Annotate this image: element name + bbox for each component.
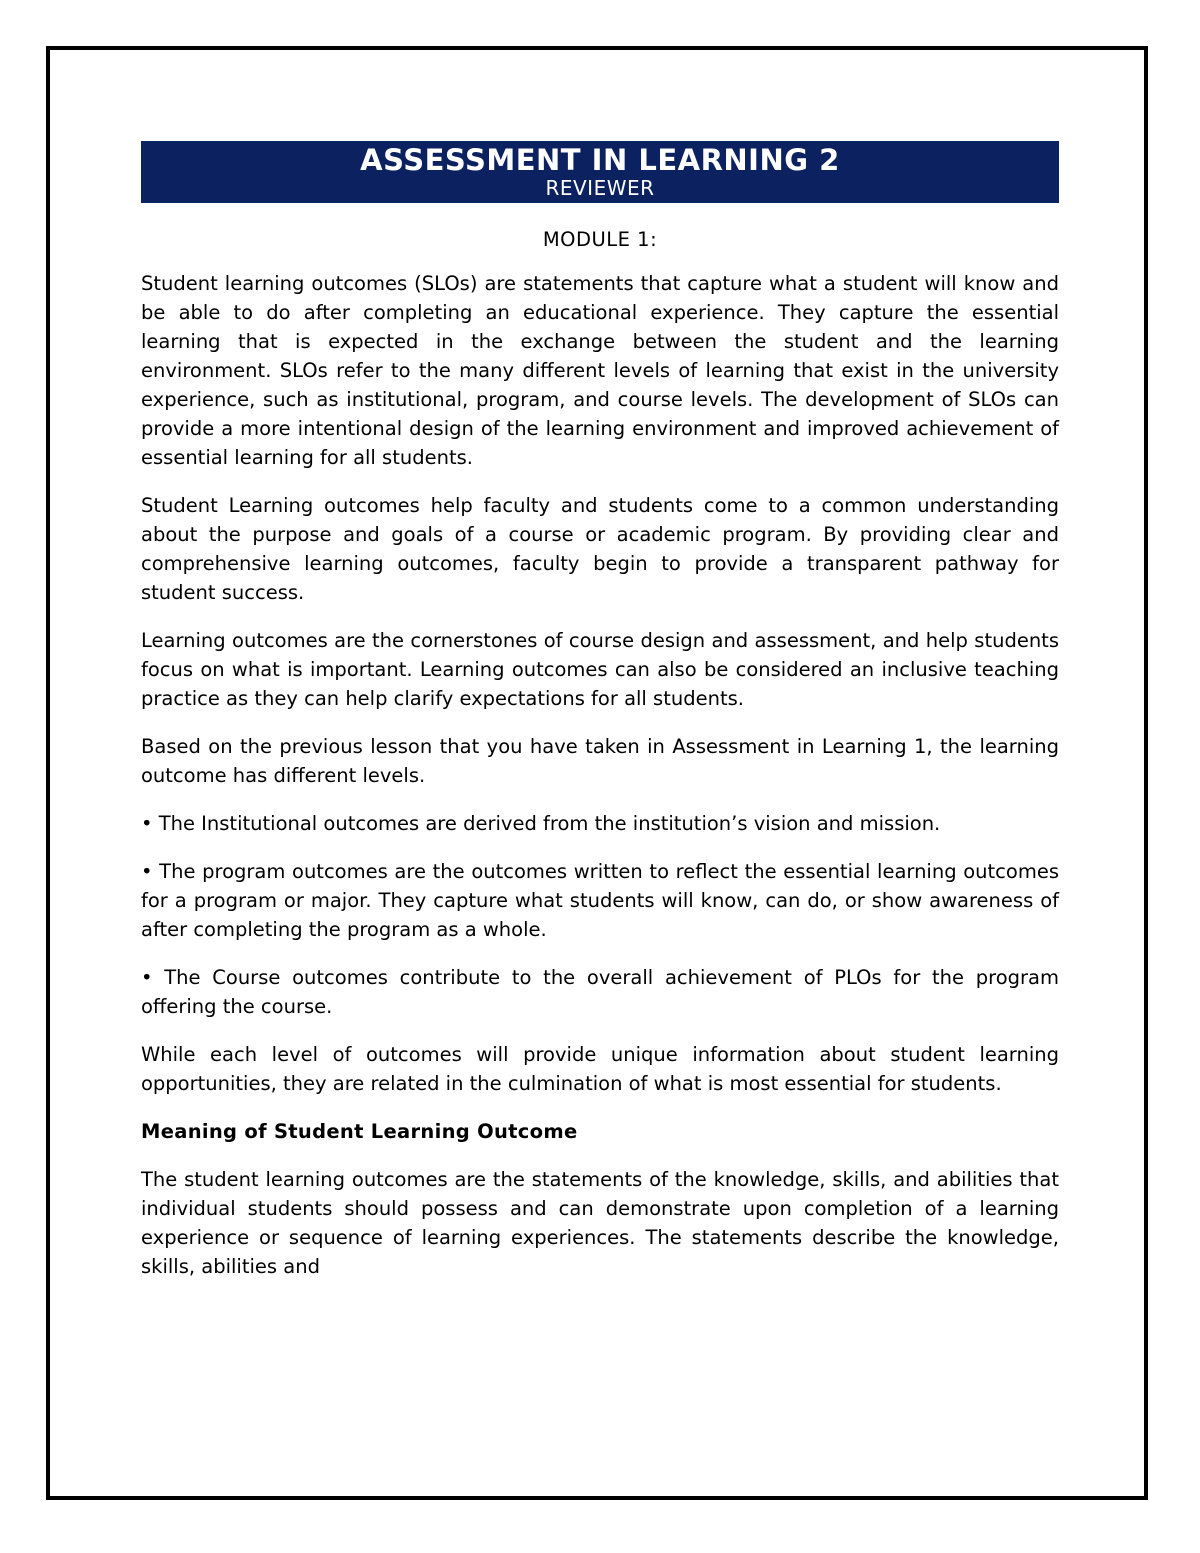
paragraph-levels-intro: Based on the previous lesson that you have taken in Assessment in Learning 1, the learning outcome has different levels. [141,735,1059,787]
bullet-program-outcomes: • The program outcomes are the outcomes written to reflect the essential learning outcomes for a program or major. They capture what students will know, can do, or show awareness of after completing the program as a whole. [141,860,1059,941]
bullet-institutional-outcomes: • The Institutional outcomes are derived from the institution’s vision and mission. [141,812,941,835]
title-banner [141,141,1059,203]
module-heading: MODULE 1: [542,228,658,251]
paragraph-cornerstones: Learning outcomes are the cornerstones of course design and assessment, and help students focus on what is important. Learning outcomes can also be considered an inclusive teaching practice as they can help clarify expectations for all students. [141,629,1059,710]
document-subtitle: REVIEWER [545,176,655,200]
paragraph-levels-related: While each level of outcomes will provide unique information about student learning opportunities, they are related in the culmination of what is most essential for students. [141,1043,1059,1095]
document-content [141,141,1059,1300]
document-title: ASSESSMENT IN LEARNING 2 [360,143,840,177]
paragraph-meaning: The student learning outcomes are the statements of the knowledge, skills, and abilities that individual students should possess and can demonstrate upon completion of a learning experience or sequence of learning experiences. The statements describe the knowledge, skills, abilities and [141,1168,1059,1278]
section-heading: Meaning of Student Learning Outcome [141,1120,578,1143]
paragraph-slo-definition: Student learning outcomes (SLOs) are statements that capture what a student will know and be able to do after completing an educational experience. They capture the essential learning that is expected in the exchange between the student and the learning environment. SLOs refer to the many different levels of learning that exist in the university experience, such as institutional, program, and course levels. The development of SLOs can provide a more intentional design of the learning environment and improved achievement of essential learning for all students. [141,272,1059,469]
bullet-course-outcomes: • The Course outcomes contribute to the overall achievement of PLOs for the program offering the course. [141,966,1059,1018]
paragraph-common-understanding: Student Learning outcomes help faculty and students come to a common understanding about the purpose and goals of a course or academic program. By providing clear and comprehensive learning outcomes, faculty begin to provide a transparent pathway for student success. [141,494,1059,604]
